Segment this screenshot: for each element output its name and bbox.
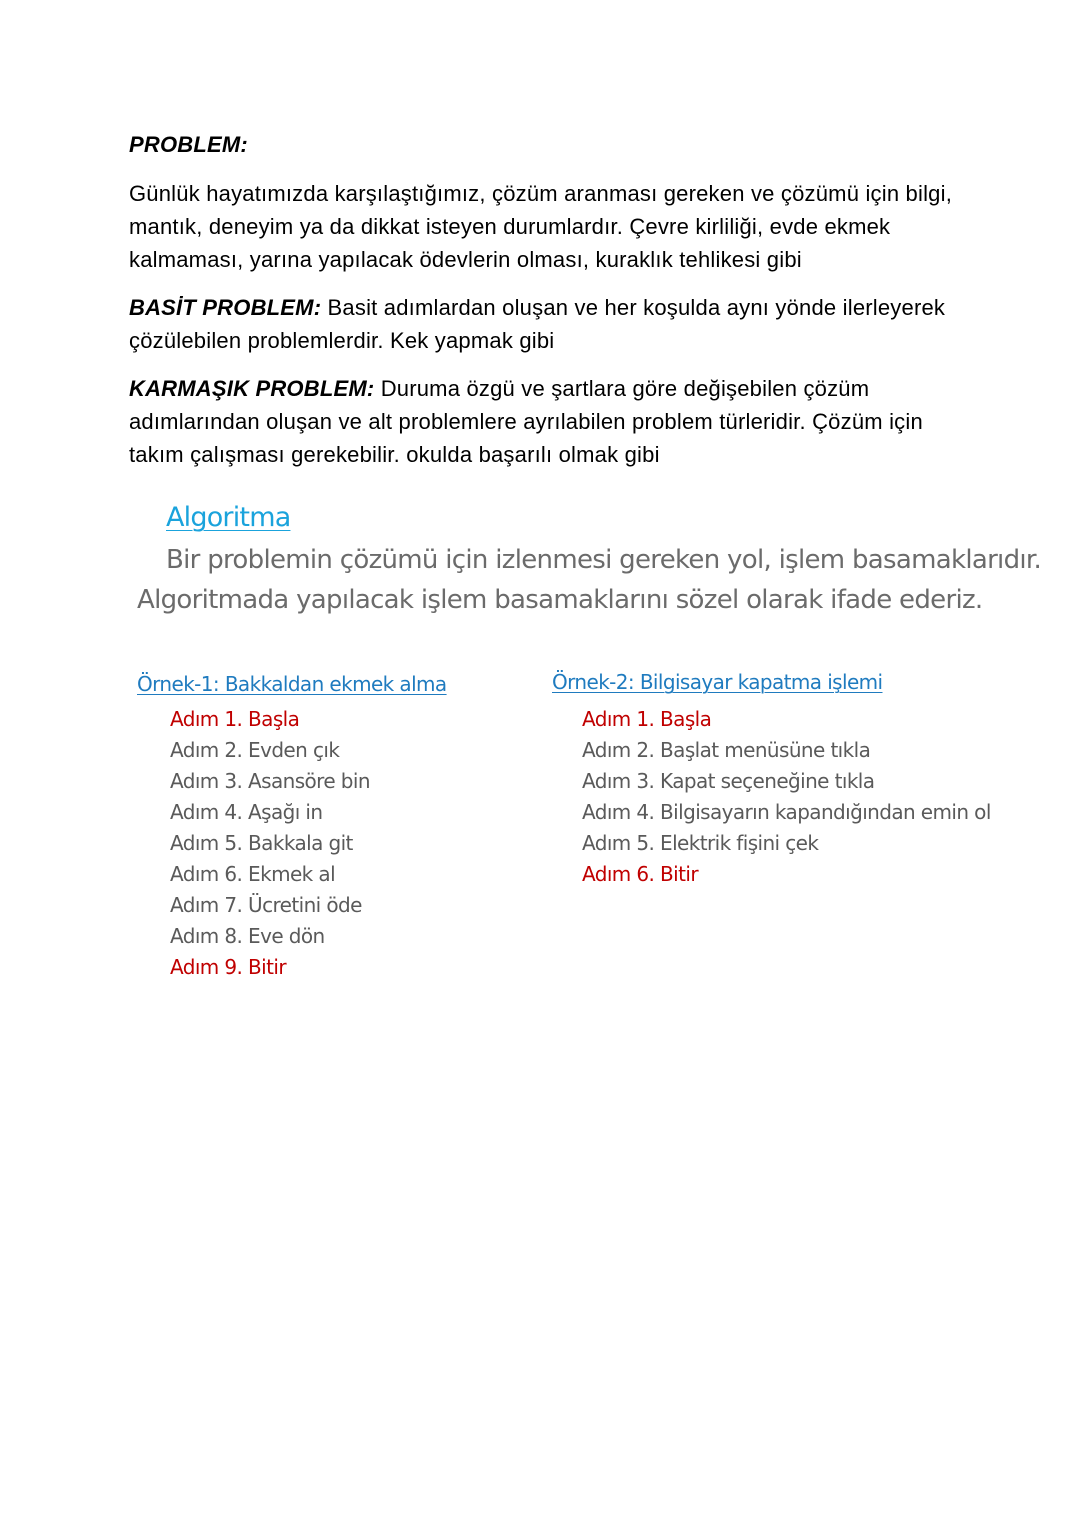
example2-step: Adım 2. Başlat menüsüne tıkla	[582, 738, 871, 762]
basit-problem-label: BASİT PROBLEM:	[129, 295, 322, 320]
example1-step: Adım 7. Ücretini öde	[170, 893, 362, 917]
karmasik-problem-label: KARMAŞIK PROBLEM:	[129, 376, 375, 401]
example2-step: Adım 3. Kapat seçeneğine tıkla	[582, 769, 875, 793]
problem-heading: PROBLEM:	[129, 132, 248, 157]
example2-step: Adım 5. Elektrik fişini çek	[582, 831, 819, 855]
example2-title: Örnek-2: Bilgisayar kapatma işlemi	[552, 670, 883, 694]
karmasik-problem-text: Duruma özgü ve şartlara göre değişebilen çözüm adımlarından oluşan ve alt problemlere ayrılabilen problem türleridir. Çözüm için takım çalışması gerekebilir. okulda başarılı olmak gibi	[129, 376, 923, 467]
basit-problem-paragraph	[129, 291, 959, 357]
karmasik-problem-paragraph	[129, 372, 959, 471]
basit-problem-text: Basit adımlardan oluşan ve her koşulda aynı yönde ilerleyerek çözülebilen problemlerdir. Kek yapmak gibi	[129, 295, 946, 353]
problem-definition: Günlük hayatımızda karşılaştığımız, çözüm aranması gereken ve çözümü için bilgi, mantık, deneyim ya da dikkat isteyen durumlardır. Çevre kirliliği, evde ekmek kalmaması, yarına yapılacak ödevlerin olması, kuraklık tehlikesi gibi	[129, 181, 953, 272]
example1-step: Adım 9. Bitir	[170, 955, 286, 979]
example2-step: Adım 6. Bitir	[582, 862, 698, 886]
example1-step: Adım 3. Asansöre bin	[170, 769, 370, 793]
example1-step: Adım 8. Eve dön	[170, 924, 325, 948]
example1-step: Adım 4. Aşağı in	[170, 800, 323, 824]
example2-step: Adım 1. Başla	[582, 707, 712, 731]
example1-step: Adım 1. Başla	[170, 707, 300, 731]
example2-step: Adım 4. Bilgisayarın kapandığından emin ol	[582, 800, 991, 824]
algoritma-definition-line2: Algoritmada yapılacak işlem basamaklarını sözel olarak ifade ederiz.	[137, 585, 983, 615]
example2-steps	[582, 704, 991, 890]
example1-steps	[170, 704, 370, 983]
algoritma-definition-line1: Bir problemin çözümü için izlenmesi gereken yol, işlem basamaklarıdır.	[166, 545, 1042, 575]
example1-title: Örnek-1: Bakkaldan ekmek alma	[137, 672, 447, 696]
example1-step: Adım 2. Evden çık	[170, 738, 340, 762]
example1-step: Adım 6. Ekmek al	[170, 862, 336, 886]
example1-step: Adım 5. Bakkala git	[170, 831, 353, 855]
algoritma-title: Algoritma	[166, 502, 291, 533]
